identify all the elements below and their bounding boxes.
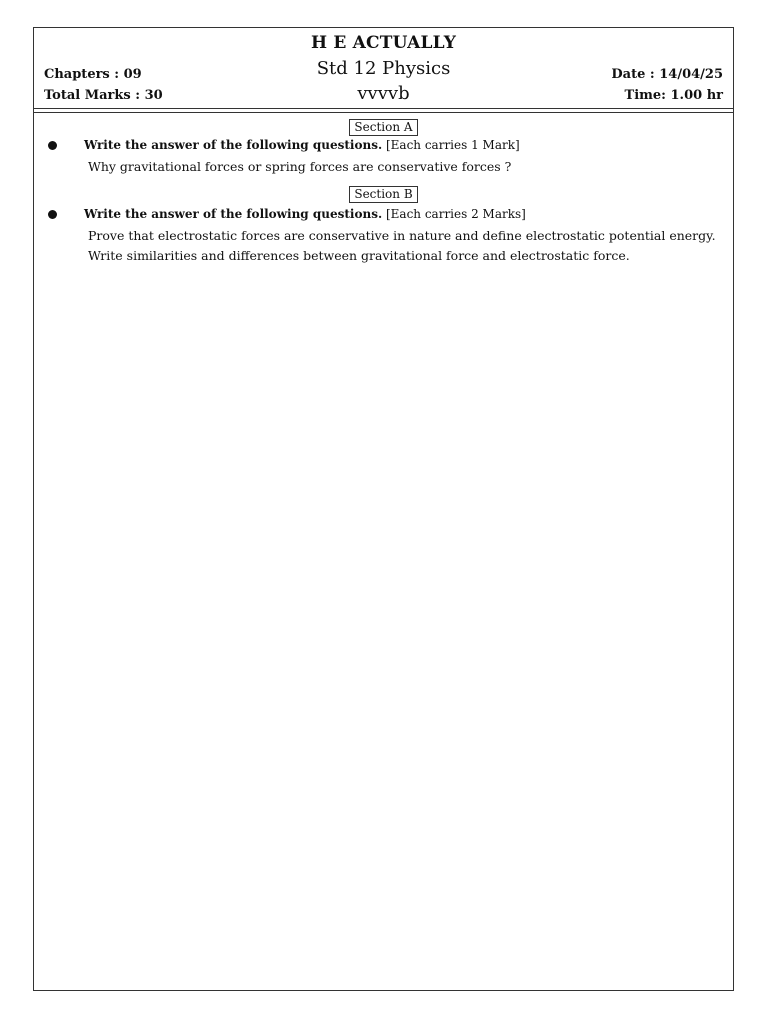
school-name: H E ACTUALLY: [310, 33, 457, 53]
instruction-label: Write the answer of the following questions.: [84, 207, 383, 221]
bullet-icon: [48, 210, 57, 219]
section-b-title: Section B: [349, 186, 417, 203]
marks-note: [Each carries 1 Mark]: [385, 138, 520, 152]
total-marks-label: Total Marks : 30: [44, 88, 163, 103]
question-paper: [33, 27, 734, 991]
paper-meta-left: [44, 64, 163, 106]
bullet-icon: [48, 141, 57, 150]
paper-header: [34, 28, 733, 108]
section-a-heading: [34, 116, 733, 136]
chapters-label: Chapters : 09: [44, 67, 142, 82]
instruction-text: [84, 207, 526, 221]
question-item: Write similarities and differences between gravitational force and electrostatic force.: [88, 248, 630, 263]
instruction-text: [84, 138, 520, 152]
paper-meta-right: [611, 64, 723, 106]
question-item: Prove that electrostatic forces are conservative in nature and define electrostatic potential energy.: [88, 228, 716, 243]
date-label: Date : 14/04/25: [611, 67, 723, 82]
instruction-label: Write the answer of the following questions.: [84, 138, 383, 152]
paper-code: vvvvb: [357, 83, 410, 104]
marks-note: [Each carries 2 Marks]: [385, 207, 526, 221]
section-a-instruction: [44, 138, 724, 156]
question-item: Why gravitational forces or spring forces are conservative forces ?: [88, 159, 512, 174]
header-divider: [34, 108, 733, 113]
section-b-instruction: [44, 207, 724, 225]
section-b-heading: [34, 183, 733, 203]
section-a-title: Section A: [349, 119, 417, 136]
time-label: Time: 1.00 hr: [624, 88, 723, 103]
subject-title: Std 12 Physics: [316, 58, 451, 79]
